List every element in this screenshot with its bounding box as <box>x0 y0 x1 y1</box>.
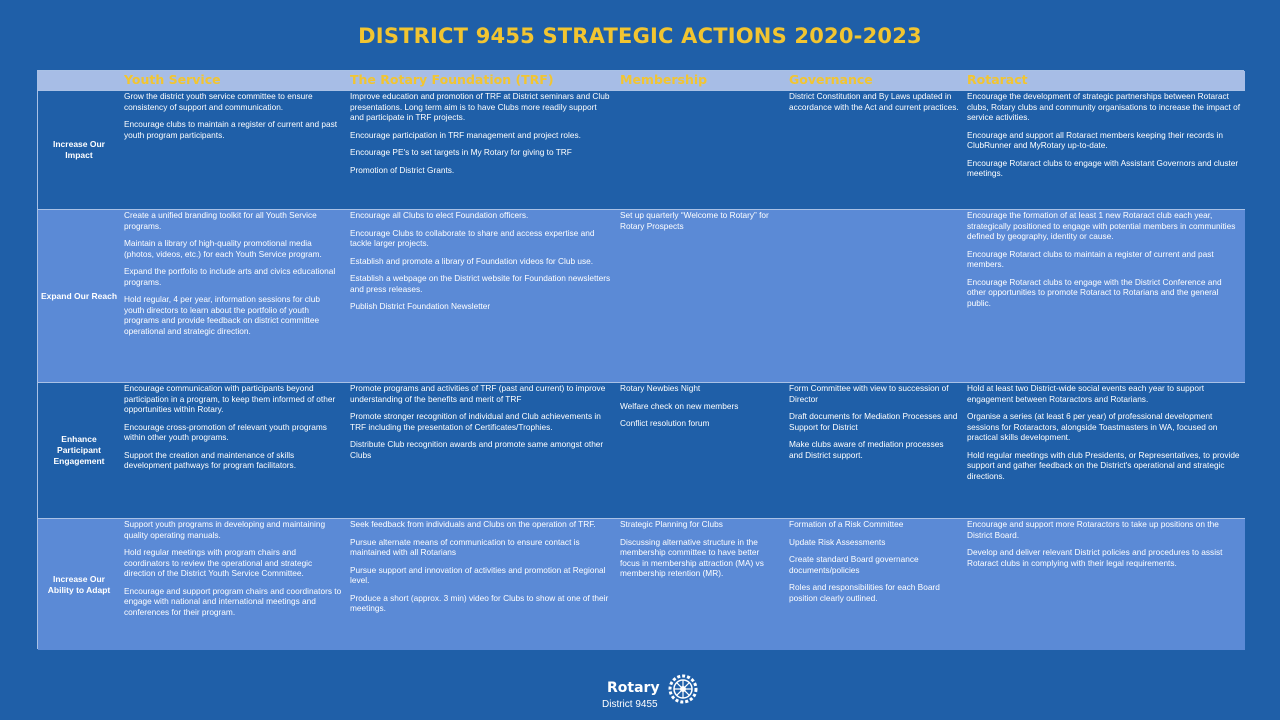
action-item: Establish and promote a library of Foundation videos for Club use. <box>350 255 594 266</box>
row-label: Increase Our Ability to Adapt <box>38 518 120 650</box>
action-item: Improve education and promotion of TRF at District seminars and Club presentations. Long term aim is to have Clubs more readily support and participate in TRF projects. <box>350 91 610 122</box>
table-cell <box>346 382 616 518</box>
table-cell <box>785 209 963 382</box>
action-item: Encourage communication with participants beyond participation in a program, to keep them informed of other opportunities within Rotary. <box>124 383 336 414</box>
action-item: Rotary Newbies Night <box>620 383 701 393</box>
table-cell <box>963 209 1245 382</box>
action-item: Encourage participation in TRF management and project roles. <box>350 129 581 140</box>
action-item: Conflict resolution forum <box>620 418 710 428</box>
action-item: Strategic Planning for Clubs <box>620 519 723 529</box>
action-item: Encourage PE's to set targets in My Rotary for giving to TRF <box>350 147 572 157</box>
logo-wordmark: Rotary <box>607 680 660 696</box>
action-item: Encourage Rotaract clubs to maintain a register of current and past members. <box>967 248 1214 269</box>
action-item: Encourage and support all Rotaract members keeping their records in ClubRunner and MyRotary up-to-date. <box>967 129 1223 150</box>
action-item: Encourage all Clubs to elect Foundation officers. <box>350 210 529 220</box>
action-item: Create a unified branding toolkit for all Youth Service programs. <box>124 210 317 231</box>
action-item: Update Risk Assessments <box>789 536 886 547</box>
action-item: Distribute Club recognition awards and promote same amongst other Clubs <box>350 439 604 460</box>
action-item: Pursue support and innovation of activities and promotion at Regional level. <box>350 564 606 585</box>
table-cell <box>785 518 963 650</box>
table-cell <box>616 518 785 650</box>
table-cell <box>120 382 346 518</box>
action-item: Establish a webpage on the District website for Foundation newsletters and press releases. <box>350 273 611 294</box>
row-label: Enhance Participant Engagement <box>38 382 120 518</box>
action-item: Hold regular meetings with club Presidents, or Representatives, to provide support and gather feedback on the District's operational and strategic directions. <box>967 449 1240 481</box>
action-item: Make clubs aware of mediation processes and District support. <box>789 439 944 460</box>
table-cell <box>616 382 785 518</box>
action-item: Support youth programs in developing and maintaining quality operating manuals. <box>124 519 326 540</box>
action-item: Encourage and support program chairs and coordinators to engage with national and international meetings and conferences for their program. <box>124 585 342 617</box>
action-item: Encourage clubs to maintain a register of current and past youth program participants. <box>124 119 338 140</box>
action-item: Encourage the development of strategic partnerships between Rotaract clubs, Rotary clubs and community organisations to increase the impact of service activities. <box>967 91 1241 122</box>
action-item: Set up quarterly “Welcome to Rotary” for Rotary Prospects <box>620 210 769 231</box>
table-cell <box>120 209 346 382</box>
page-title: DISTRICT 9455 STRATEGIC ACTIONS 2020-2023 <box>358 24 922 48</box>
action-item: Pursue alternate means of communication to ensure contact is maintained with all Rotarians <box>350 536 580 557</box>
action-item: Discussing alternative structure in the membership committee to have better focus in membership attraction (MA) vs membership retention (MR). <box>620 536 764 578</box>
action-item: Encourage cross-promotion of relevant youth programs within other youth programs. <box>124 421 327 442</box>
column-header: Youth Service <box>120 71 346 90</box>
table-cell <box>346 518 616 650</box>
row-label: Expand Our Reach <box>38 209 120 382</box>
action-item: Develop and deliver relevant District policies and procedures to assist Rotaract clubs in complying with their legal requirements. <box>967 547 1223 568</box>
rotary-wheel-icon <box>666 672 700 706</box>
header-corner <box>38 71 120 90</box>
strategic-actions-table <box>37 70 1244 649</box>
table-cell <box>785 90 963 209</box>
action-item: Hold regular, 4 per year, information sessions for club youth directors to learn about the portfolio of youth programs and provide feedback on district committee operational and strategic direction. <box>124 294 320 336</box>
row-label: Increase Our Impact <box>38 90 120 209</box>
action-item: Draft documents for Mediation Processes and Support for District <box>789 411 958 432</box>
action-item: Promote programs and activities of TRF (past and current) to improve understanding of the benefits and merit of TRF <box>350 383 606 404</box>
action-item: Expand the portfolio to include arts and civics educational programs. <box>124 266 336 287</box>
action-item: Support the creation and maintenance of skills development pathways for program facilitators. <box>124 449 297 470</box>
table-cell <box>616 209 785 382</box>
action-item: Hold regular meetings with program chairs and coordinators to review the operational and strategic direction of the District Youth Service Committee. <box>124 547 313 578</box>
table-cell <box>963 382 1245 518</box>
action-item: Roles and responsibilities for each Board position clearly outlined. <box>789 582 940 603</box>
action-item: Seek feedback from individuals and Clubs on the operation of TRF. <box>350 519 596 529</box>
column-header: Membership <box>616 71 785 90</box>
action-item: Publish District Foundation Newsletter <box>350 301 491 311</box>
column-header: Rotaract <box>963 71 1245 90</box>
action-item: Grow the district youth service committee to ensure consistency of support and communication. <box>124 91 313 112</box>
action-item: Create standard Board governance documents/policies <box>789 554 919 575</box>
table-cell <box>785 382 963 518</box>
action-item: Encourage Clubs to collaborate to share and access expertise and tackle larger projects. <box>350 227 595 248</box>
action-item: Maintain a library of high-quality promotional media (photos, videos, etc.) for each Youth Service program. <box>124 238 322 259</box>
table-cell <box>963 518 1245 650</box>
table-cell <box>963 90 1245 209</box>
logo-district: District 9455 <box>602 699 658 710</box>
action-item: Encourage the formation of at least 1 new Rotaract club each year, strategically positioned to engage with potential members in communities defined by geography, identity or cause. <box>967 210 1236 241</box>
column-header: Governance <box>785 71 963 90</box>
action-item: Promotion of District Grants. <box>350 164 455 175</box>
table-cell <box>346 90 616 209</box>
column-header: The Rotary Foundation (TRF) <box>346 71 616 90</box>
table-cell <box>120 518 346 650</box>
action-item: Encourage Rotaract clubs to engage with the District Conference and other opportunities to promote Rotaract to Rotarians and the general public. <box>967 276 1222 308</box>
action-item: Form Committee with view to succession of Director <box>789 383 949 404</box>
action-item: District Constitution and By Laws updated in accordance with the Act and current practices. <box>789 91 959 112</box>
table-cell <box>616 90 785 209</box>
action-item: Encourage and support more Rotaractors to take up positions on the District Board. <box>967 519 1219 540</box>
action-item: Organise a series (at least 6 per year) of professional development sessions for Rotaractors, alongside Toastmasters in WA, focused on practical skills development. <box>967 411 1218 442</box>
action-item: Hold at least two District-wide social events each year to support engagement between Rotaractors and Rotarians. <box>967 383 1205 404</box>
table-cell <box>120 90 346 209</box>
action-item: Welfare check on new members <box>620 400 739 411</box>
action-item: Produce a short (approx. 3 min) video for Clubs to show at one of their meetings. <box>350 592 609 613</box>
action-item: Encourage Rotaract clubs to engage with Assistant Governors and cluster meetings. <box>967 157 1239 178</box>
table-cell <box>346 209 616 382</box>
action-item: Promote stronger recognition of individual and Club achievements in TRF including the presentation of Certificates/Trophies. <box>350 411 601 432</box>
rotary-logo <box>600 672 710 714</box>
action-item: Formation of a Risk Committee <box>789 519 904 529</box>
